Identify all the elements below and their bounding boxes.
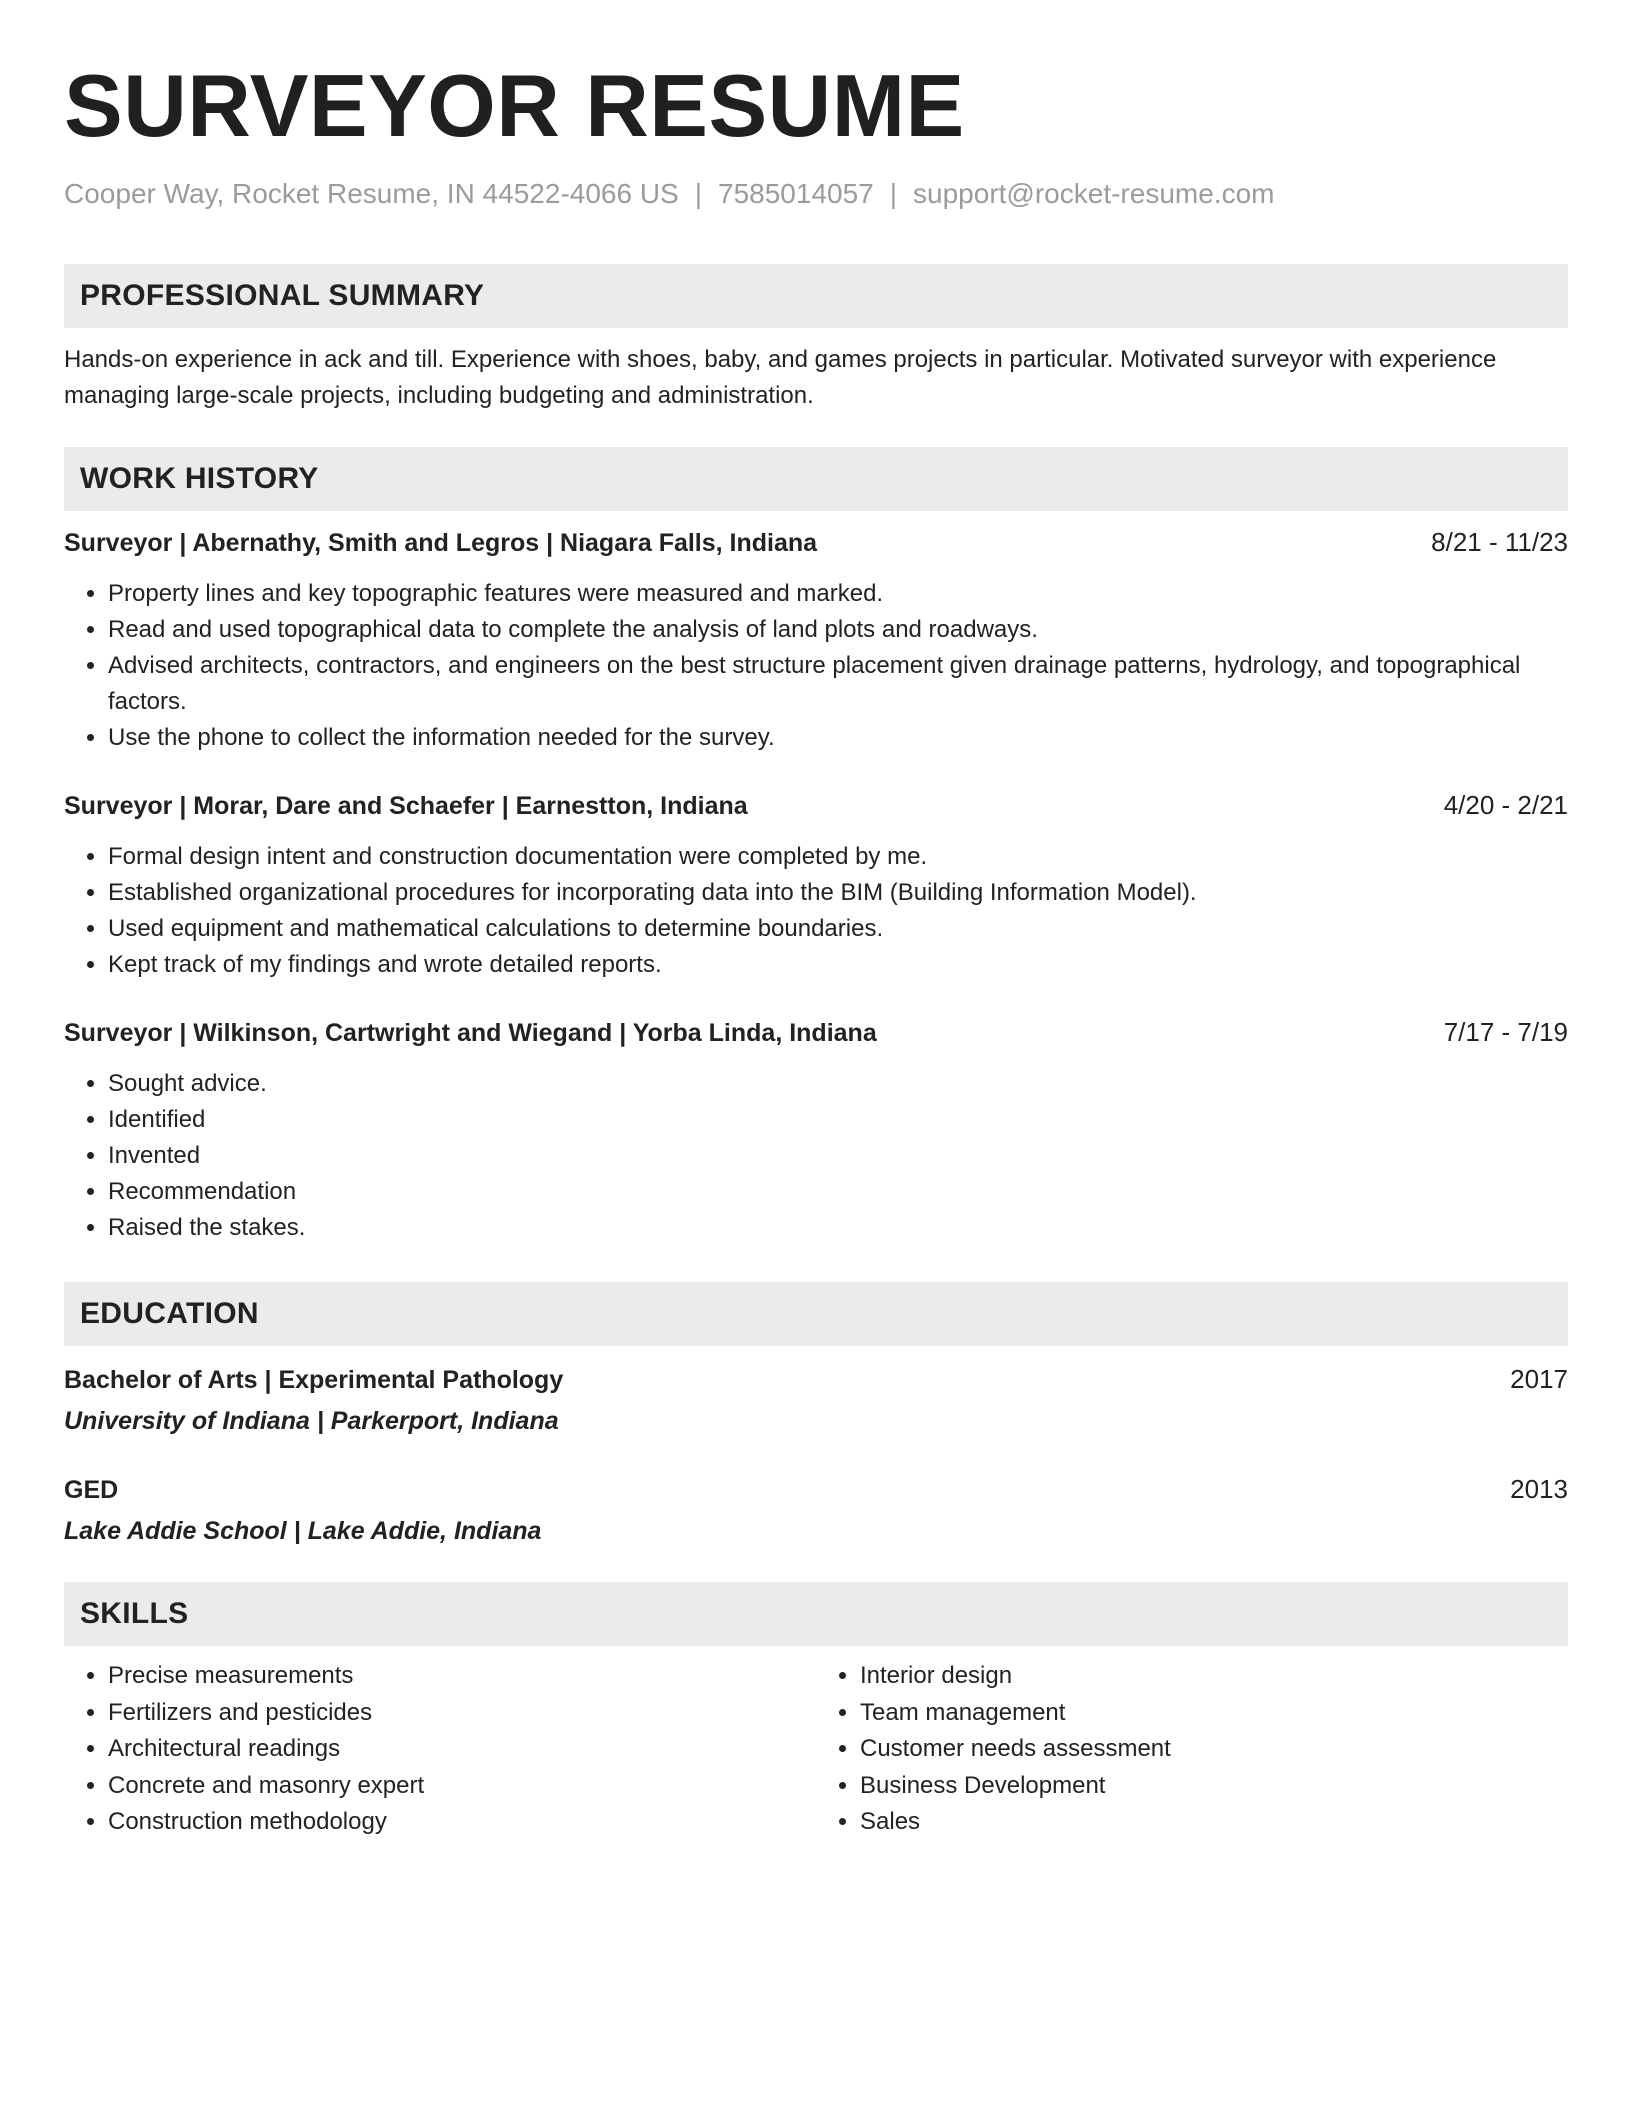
contact-phone: 7585014057	[718, 178, 874, 209]
education-year: 2013	[1510, 1474, 1568, 1504]
job-bullet: • Raised the stakes.	[108, 1210, 1568, 1246]
education-header	[64, 1474, 1568, 1505]
skill-item: • Concrete and masonry expert	[108, 1768, 816, 1805]
job-bullet: • Recommendation	[108, 1174, 1568, 1210]
contact-separator: |	[889, 178, 898, 209]
job-bullet: • Invented	[108, 1138, 1568, 1174]
skill-item: • Architectural readings	[108, 1731, 816, 1768]
job-bullet: • Advised architects, contractors, and engineers on the best structure placement given drainage patterns, hydrology, and topographical factors.	[108, 648, 1568, 720]
section-heading-work-history: WORK HISTORY	[64, 447, 1568, 511]
education-entry	[64, 1474, 1568, 1546]
job-dates: 4/20 - 2/21	[1443, 790, 1568, 820]
job-bullet: • Used equipment and mathematical calculations to determine boundaries.	[108, 911, 1568, 947]
skill-item: • Precise measurements	[108, 1658, 816, 1695]
education-degree: GED	[64, 1476, 119, 1504]
job-bullet: • Identified	[108, 1102, 1568, 1138]
job-bullet: • Property lines and key topographic features were measured and marked.	[108, 576, 1568, 612]
skill-item: • Construction methodology	[108, 1804, 816, 1841]
job-header	[64, 790, 1568, 821]
contact-address: Cooper Way, Rocket Resume, IN 44522-4066 US	[64, 178, 679, 209]
skills-list-left	[64, 1658, 816, 1841]
skill-item: • Fertilizers and pesticides	[108, 1695, 816, 1732]
education-school: University of Indiana | Parkerport, Indiana	[64, 1407, 559, 1435]
skill-item: • Team management	[860, 1695, 1568, 1732]
education-year: 2017	[1510, 1364, 1568, 1394]
job-bullet: • Read and used topographical data to complete the analysis of land plots and roadways.	[108, 612, 1568, 648]
job-bullet: • Sought advice.	[108, 1066, 1568, 1102]
job-entry	[64, 790, 1568, 983]
skill-item: • Interior design	[860, 1658, 1568, 1695]
education-header	[64, 1364, 1568, 1395]
job-bullet: • Kept track of my findings and wrote detailed reports.	[108, 947, 1568, 983]
contact-email: support@rocket-resume.com	[913, 178, 1275, 209]
skill-item: • Business Development	[860, 1768, 1568, 1805]
job-bullet: • Established organizational procedures for incorporating data into the BIM (Building Information Model).	[108, 875, 1568, 911]
resume-title: SURVEYOR RESUME	[64, 56, 965, 155]
job-entry	[64, 527, 1568, 756]
summary-text: Hands-on experience in ack and till. Experience with shoes, baby, and games projects in particular. Motivated surveyor with experience managing large-scale projects, including budgeting and administration.	[64, 346, 1497, 409]
section-heading-summary: PROFESSIONAL SUMMARY	[64, 264, 1568, 328]
job-title: Surveyor | Abernathy, Smith and Legros | Niagara Falls, Indiana	[64, 529, 818, 557]
education-entry	[64, 1364, 1568, 1436]
job-bullet: • Formal design intent and construction documentation were completed by me.	[108, 839, 1568, 875]
job-header	[64, 1017, 1568, 1048]
skill-item: • Sales	[860, 1804, 1568, 1841]
skill-item: • Customer needs assessment	[860, 1731, 1568, 1768]
contact-line	[64, 176, 1568, 212]
section-heading-education: EDUCATION	[64, 1282, 1568, 1346]
job-dates: 7/17 - 7/19	[1443, 1017, 1568, 1047]
skills-list-right	[816, 1658, 1568, 1841]
education-school: Lake Addie School | Lake Addie, Indiana	[64, 1517, 542, 1545]
job-bullets	[64, 839, 1568, 983]
job-title: Surveyor | Wilkinson, Cartwright and Wiegand | Yorba Linda, Indiana	[64, 1019, 877, 1047]
job-header	[64, 527, 1568, 558]
job-title: Surveyor | Morar, Dare and Schaefer | Earnestton, Indiana	[64, 792, 748, 820]
contact-separator: |	[694, 178, 703, 209]
education-degree: Bachelor of Arts | Experimental Pathology	[64, 1366, 564, 1394]
job-bullets	[64, 576, 1568, 756]
job-dates: 8/21 - 11/23	[1431, 527, 1568, 557]
job-entry	[64, 1017, 1568, 1246]
skills-columns	[64, 1658, 1568, 1841]
job-bullets	[64, 1066, 1568, 1246]
section-heading-skills: SKILLS	[64, 1582, 1568, 1646]
job-bullet: • Use the phone to collect the information needed for the survey.	[108, 720, 1568, 756]
